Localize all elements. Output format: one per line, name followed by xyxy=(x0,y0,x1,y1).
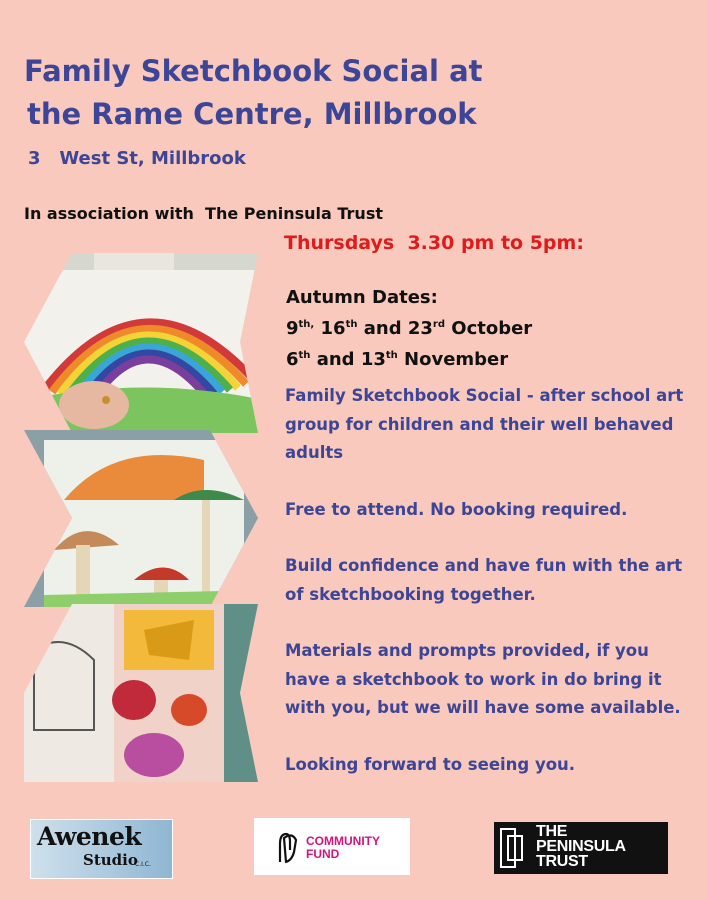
venue-address: 3 West St, Millbrook xyxy=(28,148,246,169)
peninsula-trust-logo xyxy=(494,822,668,874)
community-fund-line-1: COMMUNITY xyxy=(306,834,380,848)
mushroom-drawing xyxy=(24,428,264,610)
community-fund-text xyxy=(306,835,380,861)
animals-drawing xyxy=(24,602,264,784)
peninsula-trust-text xyxy=(536,824,626,869)
title-line-1: Family Sketchbook Social at xyxy=(24,54,483,88)
peninsula-line-2: PENINSULA xyxy=(536,838,626,855)
description-paragraph: Looking forward to seeing you. xyxy=(285,754,576,774)
association-text: In association with The Peninsula Trust xyxy=(24,204,383,223)
description-paragraph: Free to attend. No booking required. xyxy=(285,499,628,519)
community-fund-logo xyxy=(254,818,410,875)
oct-day-1: 9 xyxy=(286,318,299,339)
description-paragraph: Materials and prompts provided, if you have a sketchbook to work in do bring it with you, but we will have some available. xyxy=(285,641,681,717)
page-title xyxy=(24,50,483,136)
oct-suffix-3: rd xyxy=(432,319,445,330)
dates-heading: Autumn Dates: xyxy=(286,287,438,308)
nov-day-1: 6 xyxy=(286,349,299,370)
description-paragraph: Family Sketchbook Social - after school art group for children and their well behaved adults xyxy=(285,386,684,462)
awenek-logo-text: Awenek xyxy=(37,822,142,851)
nov-suffix-1: th xyxy=(298,350,311,361)
artwork-collage xyxy=(24,250,264,785)
session-time: Thursdays 3.30 pm to 5pm: xyxy=(284,232,584,254)
crossed-fingers-icon xyxy=(272,830,302,864)
nov-suffix-2: th xyxy=(385,350,398,361)
oct-day-2: 16 xyxy=(314,318,346,339)
peninsula-mark-icon xyxy=(500,828,528,868)
oct-day-3: and 23 xyxy=(357,318,433,339)
rainbow-drawing xyxy=(24,250,264,435)
nov-day-2: and 13 xyxy=(310,349,386,370)
peninsula-line-3: TRUST xyxy=(536,853,588,870)
oct-suffix-2: th xyxy=(345,319,358,330)
awenek-studio-logo xyxy=(30,819,173,879)
oct-suffix-1: th, xyxy=(298,319,315,330)
description-paragraph: Build confidence and have fun with the art of sketchbooking together. xyxy=(285,556,683,604)
community-fund-line-2: FUND xyxy=(306,847,340,861)
oct-month: October xyxy=(445,318,533,339)
november-dates xyxy=(286,344,532,375)
nov-month: November xyxy=(397,349,509,370)
october-dates xyxy=(286,313,532,344)
awenek-logo-cic: C.I.C. xyxy=(135,861,151,868)
peninsula-line-1: THE xyxy=(536,823,568,840)
title-line-2: the Rame Centre, Millbrook xyxy=(27,97,477,131)
description xyxy=(285,382,695,807)
awenek-logo-sub: Studio xyxy=(83,851,138,869)
autumn-dates xyxy=(286,282,532,375)
